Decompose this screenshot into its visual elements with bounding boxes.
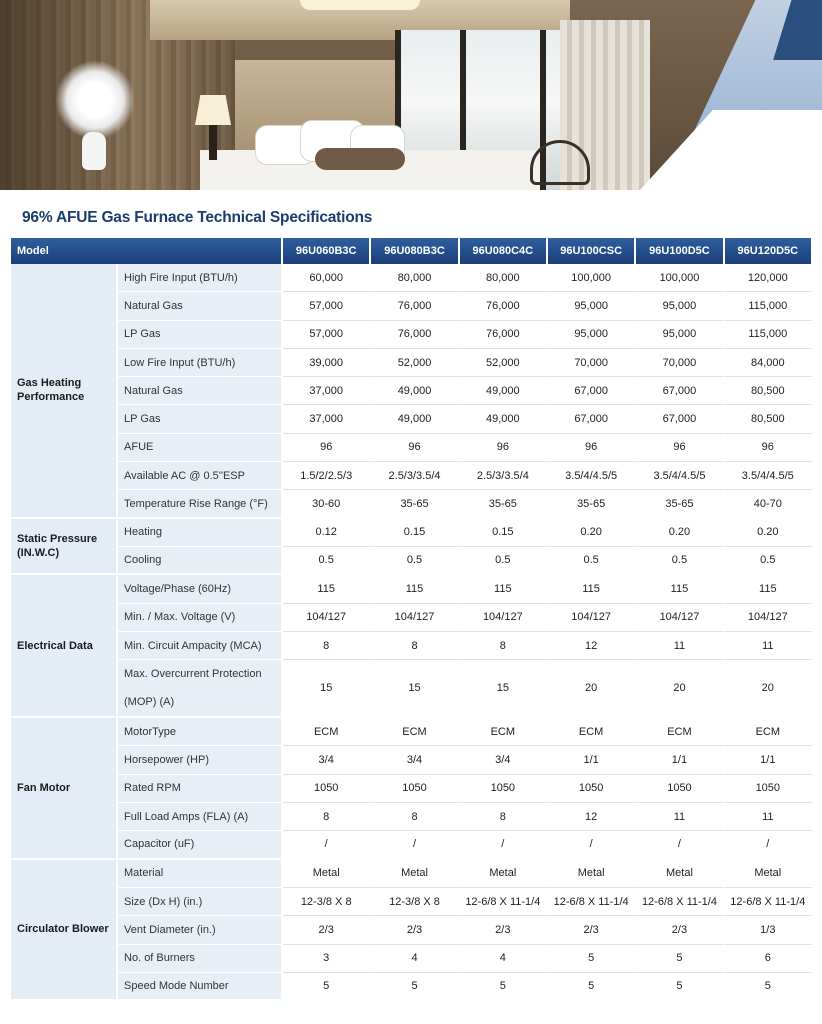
spec-label-line: (MOP) (A) — [124, 696, 175, 709]
spec-value: 104/127 — [460, 604, 548, 632]
spec-value: 12-6/8 X 11-1/4 — [548, 888, 636, 916]
spec-value: 0.12 — [283, 519, 371, 547]
spec-value: 0.20 — [548, 519, 636, 547]
table-row — [11, 718, 813, 746]
spec-value: 3.5/4/4.5/5 — [725, 462, 813, 490]
spec-value: 35-65 — [460, 490, 548, 518]
table-row — [11, 916, 813, 944]
spec-value: 120,000 — [725, 264, 813, 292]
spec-value: ECM — [725, 718, 813, 746]
spec-value: Metal — [371, 860, 459, 888]
spec-value: Metal — [283, 860, 371, 888]
spec-value: 84,000 — [725, 349, 813, 377]
spec-value: 1/3 — [725, 916, 813, 944]
spec-label: Temperature Rise Range (°F) — [118, 490, 283, 518]
spec-value: 5 — [725, 973, 813, 1001]
spec-value: 67,000 — [548, 405, 636, 433]
group-label: Electrical Data — [11, 575, 118, 718]
spec-value: 115 — [636, 575, 724, 603]
spec-value: ECM — [283, 718, 371, 746]
spec-value: 12-3/8 X 8 — [371, 888, 459, 916]
spec-value: 11 — [725, 803, 813, 831]
table-row — [11, 973, 813, 1001]
spec-value: 0.5 — [636, 547, 724, 575]
spec-value: 60,000 — [283, 264, 371, 292]
table-row — [11, 490, 813, 518]
spec-value: 35-65 — [371, 490, 459, 518]
spec-value: 1/1 — [725, 746, 813, 774]
spec-value: 96 — [725, 434, 813, 462]
spec-value: 95,000 — [636, 292, 724, 320]
spec-value: 57,000 — [283, 321, 371, 349]
spec-value: / — [283, 831, 371, 859]
spec-value: 96 — [460, 434, 548, 462]
model-header: Model — [11, 238, 283, 264]
spec-value: / — [371, 831, 459, 859]
spec-value: 15 — [283, 660, 371, 718]
spec-value: 12 — [548, 632, 636, 660]
spec-label: Capacitor (uF) — [118, 831, 283, 859]
spec-label: Natural Gas — [118, 377, 283, 405]
group-label: Static Pressure (IN.W.C) — [11, 519, 118, 576]
spec-value: 76,000 — [371, 292, 459, 320]
spec-value: 115,000 — [725, 292, 813, 320]
spec-value: 2.5/3/3.5/4 — [460, 462, 548, 490]
spec-value: 1050 — [548, 775, 636, 803]
spec-value: 70,000 — [548, 349, 636, 377]
table-row — [11, 604, 813, 632]
spec-value: 1050 — [371, 775, 459, 803]
spec-value: 49,000 — [371, 377, 459, 405]
table-row — [11, 746, 813, 774]
spec-value: 1050 — [636, 775, 724, 803]
table-row — [11, 775, 813, 803]
spec-value: 5 — [548, 945, 636, 973]
spec-value: 104/127 — [548, 604, 636, 632]
lamp-base — [209, 125, 217, 160]
lamp-icon — [195, 95, 231, 125]
spec-value: 80,000 — [371, 264, 459, 292]
spec-value: 40-70 — [725, 490, 813, 518]
spec-value: 0.5 — [548, 547, 636, 575]
spec-value: 76,000 — [371, 321, 459, 349]
spec-value: 0.20 — [725, 519, 813, 547]
model-column-header: 96U080C4C — [460, 238, 548, 264]
spec-value: 104/127 — [636, 604, 724, 632]
spec-value: Metal — [548, 860, 636, 888]
spec-value: 3/4 — [371, 746, 459, 774]
group-label: Gas Heating Performance — [11, 264, 118, 519]
spec-value: 12-6/8 X 11-1/4 — [725, 888, 813, 916]
spec-value: 8 — [371, 803, 459, 831]
spec-value: 5 — [283, 973, 371, 1001]
spec-value: 80,500 — [725, 377, 813, 405]
spec-value: 20 — [636, 660, 724, 718]
spec-value: 3.5/4/4.5/5 — [636, 462, 724, 490]
spec-value: 1/1 — [636, 746, 724, 774]
table-row — [11, 434, 813, 462]
table-body — [11, 264, 813, 1001]
spec-value: 52,000 — [371, 349, 459, 377]
spec-value: 5 — [460, 973, 548, 1001]
spec-label: Size (Dx H) (in.) — [118, 888, 283, 916]
spec-value: 2.5/3/3.5/4 — [371, 462, 459, 490]
spec-value: 20 — [725, 660, 813, 718]
spec-table — [11, 238, 813, 1001]
spec-label: Natural Gas — [118, 292, 283, 320]
spec-value: 0.5 — [725, 547, 813, 575]
bolster-pillow — [315, 148, 405, 170]
spec-value: 104/127 — [283, 604, 371, 632]
spec-label: Min. Circuit Ampacity (MCA) — [118, 632, 283, 660]
spec-value: 2/3 — [636, 916, 724, 944]
hero-photo — [0, 0, 822, 190]
spec-value: 80,500 — [725, 405, 813, 433]
spec-value: 104/127 — [725, 604, 813, 632]
spec-value: 8 — [371, 632, 459, 660]
spec-value: 11 — [636, 803, 724, 831]
spec-value: 49,000 — [460, 377, 548, 405]
spec-value: Metal — [725, 860, 813, 888]
spec-value: 37,000 — [283, 405, 371, 433]
spec-value: 11 — [636, 632, 724, 660]
spec-value: 115,000 — [725, 321, 813, 349]
spec-label: Low Fire Input (BTU/h) — [118, 349, 283, 377]
spec-value: 0.5 — [371, 547, 459, 575]
spec-value: 3/4 — [283, 746, 371, 774]
spec-label: Full Load Amps (FLA) (A) — [118, 803, 283, 831]
spec-value: 35-65 — [636, 490, 724, 518]
table-row — [11, 264, 813, 292]
spec-value: 35-65 — [548, 490, 636, 518]
spec-value: ECM — [636, 718, 724, 746]
table-row — [11, 462, 813, 490]
table-row — [11, 575, 813, 603]
model-column-header: 96U100CSC — [548, 238, 636, 264]
spec-value: 15 — [371, 660, 459, 718]
spec-value: 2/3 — [460, 916, 548, 944]
page-title: 96% AFUE Gas Furnace Technical Specifications — [22, 209, 373, 226]
group-label: Circulator Blower — [11, 860, 118, 1001]
spec-value: 52,000 — [460, 349, 548, 377]
spec-value: 2/3 — [283, 916, 371, 944]
spec-value: 49,000 — [460, 405, 548, 433]
spec-value: 96 — [548, 434, 636, 462]
spec-value: 0.5 — [460, 547, 548, 575]
ceiling-light — [300, 0, 420, 10]
table-row — [11, 945, 813, 973]
spec-label: MotorType — [118, 718, 283, 746]
table-row — [11, 349, 813, 377]
spec-value: / — [725, 831, 813, 859]
spec-value: 115 — [283, 575, 371, 603]
spec-value: Metal — [460, 860, 548, 888]
spec-label: Available AC @ 0.5''ESP — [118, 462, 283, 490]
spec-value: 0.15 — [371, 519, 459, 547]
spec-value: 115 — [371, 575, 459, 603]
spec-value: 15 — [460, 660, 548, 718]
spec-label: High Fire Input (BTU/h) — [118, 264, 283, 292]
spec-value: 95,000 — [636, 321, 724, 349]
group-label: Fan Motor — [11, 718, 118, 859]
spec-value: 1.5/2/2.5/3 — [283, 462, 371, 490]
model-column-header: 96U100D5C — [636, 238, 724, 264]
spec-label: Material — [118, 860, 283, 888]
table-header-row — [11, 238, 813, 264]
spec-label: Speed Mode Number — [118, 973, 283, 1001]
model-column-header: 96U120D5C — [725, 238, 813, 264]
spec-value: 70,000 — [636, 349, 724, 377]
model-column-header: 96U060B3C — [283, 238, 371, 264]
spec-value: 1050 — [725, 775, 813, 803]
spec-value: 115 — [460, 575, 548, 603]
spec-label: LP Gas — [118, 321, 283, 349]
spec-label: Vent Diameter (in.) — [118, 916, 283, 944]
spec-value: 96 — [283, 434, 371, 462]
spec-value: 0.15 — [460, 519, 548, 547]
spec-value: 12 — [548, 803, 636, 831]
spec-value: ECM — [460, 718, 548, 746]
table-row — [11, 292, 813, 320]
spec-value: 2/3 — [371, 916, 459, 944]
table-row — [11, 547, 813, 575]
spec-label: Rated RPM — [118, 775, 283, 803]
spec-value: Metal — [636, 860, 724, 888]
spec-value: 8 — [460, 803, 548, 831]
spec-label: Horsepower (HP) — [118, 746, 283, 774]
spec-value: 5 — [636, 945, 724, 973]
spec-label: Heating — [118, 519, 283, 547]
spec-value: 76,000 — [460, 292, 548, 320]
spec-value: 39,000 — [283, 349, 371, 377]
spec-value: / — [548, 831, 636, 859]
spec-value: 104/127 — [371, 604, 459, 632]
spec-value: 1/1 — [548, 746, 636, 774]
spec-value: / — [636, 831, 724, 859]
table-row — [11, 377, 813, 405]
spec-label: Cooling — [118, 547, 283, 575]
table-row — [11, 888, 813, 916]
spec-value: 49,000 — [371, 405, 459, 433]
table-row — [11, 803, 813, 831]
spec-value: 0.20 — [636, 519, 724, 547]
spec-label: Voltage/Phase (60Hz) — [118, 575, 283, 603]
spec-value: 100,000 — [636, 264, 724, 292]
spec-value: 100,000 — [548, 264, 636, 292]
spec-label — [118, 660, 283, 718]
spec-value: 12-6/8 X 11-1/4 — [460, 888, 548, 916]
table-row — [11, 860, 813, 888]
spec-value: 5 — [371, 973, 459, 1001]
spec-value: ECM — [548, 718, 636, 746]
spec-label-line: Max. Overcurrent Protection — [124, 668, 262, 681]
table-row — [11, 519, 813, 547]
spec-value: 3 — [283, 945, 371, 973]
spec-label: No. of Burners — [118, 945, 283, 973]
spec-label: Min. / Max. Voltage (V) — [118, 604, 283, 632]
spec-value: 95,000 — [548, 292, 636, 320]
spec-value: 4 — [371, 945, 459, 973]
spec-value: 67,000 — [636, 377, 724, 405]
spec-label: LP Gas — [118, 405, 283, 433]
spec-value: 57,000 — [283, 292, 371, 320]
model-column-header: 96U080B3C — [371, 238, 459, 264]
spec-value: 2/3 — [548, 916, 636, 944]
spec-value: 115 — [725, 575, 813, 603]
spec-value: ECM — [371, 718, 459, 746]
spec-value: 1050 — [283, 775, 371, 803]
spec-value: 11 — [725, 632, 813, 660]
spec-value: 5 — [636, 973, 724, 1001]
spec-value: 1050 — [460, 775, 548, 803]
spec-value: 30-60 — [283, 490, 371, 518]
spec-value: 8 — [283, 803, 371, 831]
spec-value: 96 — [636, 434, 724, 462]
table-row — [11, 321, 813, 349]
spec-value: 20 — [548, 660, 636, 718]
spec-value: 95,000 — [548, 321, 636, 349]
spec-value: 96 — [371, 434, 459, 462]
spec-value: / — [460, 831, 548, 859]
spec-value: 115 — [548, 575, 636, 603]
spec-value: 12-6/8 X 11-1/4 — [636, 888, 724, 916]
spec-label: AFUE — [118, 434, 283, 462]
vase — [82, 132, 106, 170]
table-row — [11, 660, 813, 718]
flowers — [55, 60, 135, 140]
spec-value: 3/4 — [460, 746, 548, 774]
spec-value: 67,000 — [636, 405, 724, 433]
spec-value: 6 — [725, 945, 813, 973]
table-row — [11, 831, 813, 859]
spec-value: 67,000 — [548, 377, 636, 405]
spec-value: 8 — [460, 632, 548, 660]
spec-value: 80,000 — [460, 264, 548, 292]
spec-value: 12-3/8 X 8 — [283, 888, 371, 916]
spec-value: 3.5/4/4.5/5 — [548, 462, 636, 490]
table-row — [11, 632, 813, 660]
spec-value: 76,000 — [460, 321, 548, 349]
spec-value: 0.5 — [283, 547, 371, 575]
spec-value: 37,000 — [283, 377, 371, 405]
spec-value: 8 — [283, 632, 371, 660]
spec-value: 4 — [460, 945, 548, 973]
table-row — [11, 405, 813, 433]
spec-value: 5 — [548, 973, 636, 1001]
